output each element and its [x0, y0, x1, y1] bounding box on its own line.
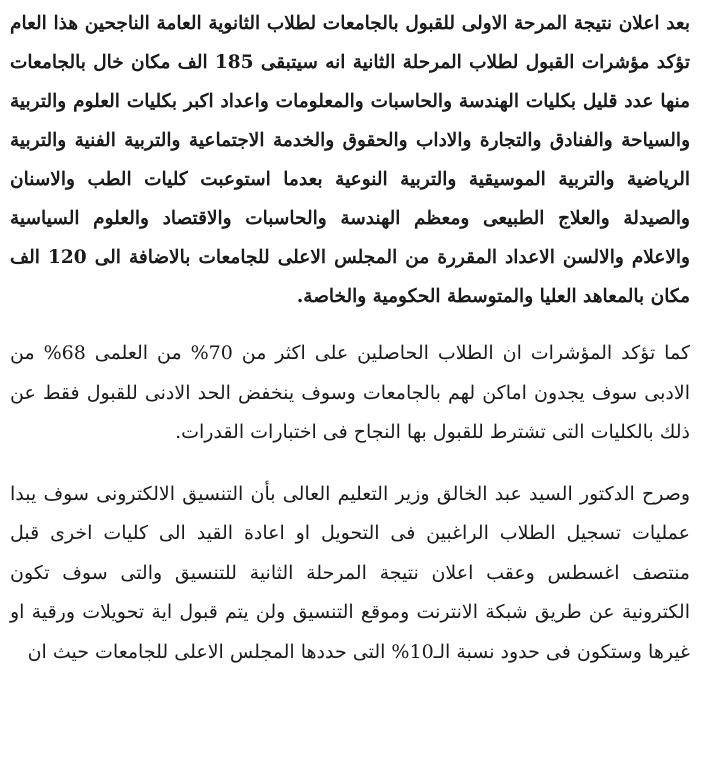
paragraph-admission-indicators: كما تؤكد المؤشرات ان الطلاب الحاصلين على اكثر من 70% من العلمى 68% من الادبى سوف يجدون اماكن لهم بالجامعات وسوف ينخفض الحد الادنى للقبول فقط عن ذلك بالكليات التى تشترط للقبول بها النجاح فى اختبارات القدرات.	[10, 342, 690, 443]
paragraph-minister-statement: وصرح الدكتور السيد عبد الخالق وزير التعليم العالى بأن التنسيق الالكترونى سوف يبدا عمليات تسجيل الطلاب الراغبين فى التحويل او اعادة القيد الى كليات اخرى قبل منتصف اغسطس وعقب اعلان نتيجة المرحلة الثانية للتنسيق والتى سوف تكون الكترونية عن طريق شبكة الانترنت وموقع التنسيق ولن يتم قبول اية تحويلات ورقية او غيرها وستكون فى حدود نسبة الـ10% التى حددها المجلس الاعلى للجامعات حيث ان	[10, 482, 690, 663]
article-body	[10, 4, 690, 672]
paragraph-admission-results: بعد اعلان نتيجة المرحة الاولى للقبول بالجامعات لطلاب الثانوية العامة الناجحين هذا العام تؤكد مؤشرات القبول لطلاب المرحلة الثانية انه سيتبقى 185 الف مكان خال بالجامعات منها عدد قليل بكليات الهندسة والحاسبات والمعلومات واعداد اكبر بكليات العلوم والتربية والسياحة والفنادق والتجارة والاداب والحقوق والخدمة الاجتماعية والتربية الفنية والتربية الرياضية والتربية الموسيقية والتربية النوعية بعدما استوعبت كليات الطب والاسنان والصيدلة والعلاج الطبيعى ومعظم الهندسة والحاسبات والاقتصاد والعلوم السياسية والاعلام والالسن الاعداد المقررة من المجلس الاعلى للجامعات بالاضافة الى 120 الف مكان بالمعاهد العليا والمتوسطة الحكومية والخاصة.	[10, 13, 690, 307]
